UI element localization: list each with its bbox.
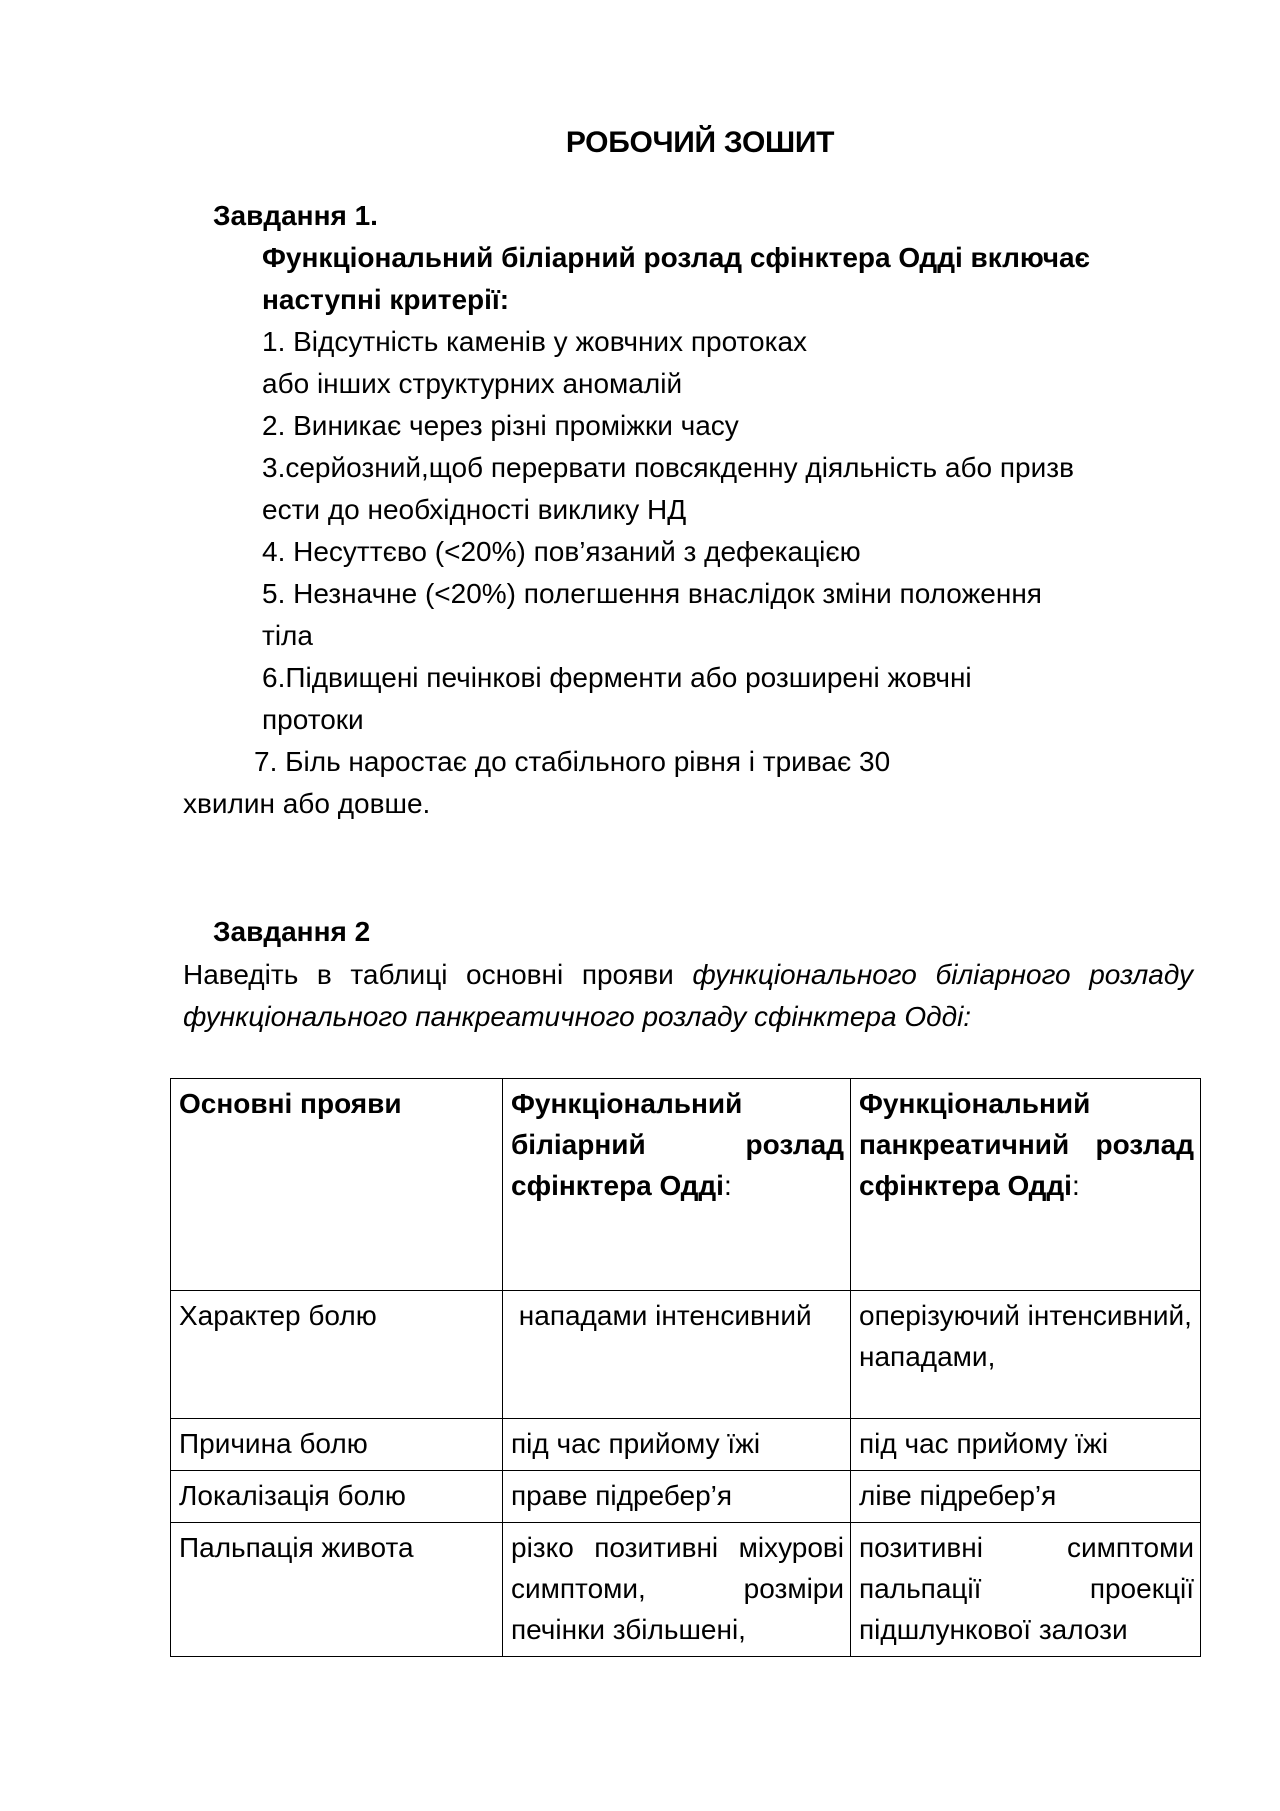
table-cell: різко позитивні міхурові симптоми, розміри печінки збільшені,: [503, 1523, 851, 1657]
comparison-table: [170, 1078, 1201, 1657]
table-cell: позитивні симптоми пальпації проекції підшлункової залози: [851, 1523, 1201, 1657]
task1-heading: Завдання 1.: [213, 200, 378, 231]
task1-subheading-line2: наступні критерії:: [262, 284, 510, 315]
table-row: [171, 1291, 1201, 1419]
table-cell: ліве підребер’я: [851, 1471, 1201, 1523]
page-title: РОБОЧИЙ ЗОШИТ: [565, 126, 835, 159]
table-cell: під час прийому їжі: [851, 1419, 1201, 1471]
task2-intro-italic: функціонального біліарного розладу функціонального панкреатичного розладу сфінктера Одді:: [183, 959, 1193, 1032]
criteria-line: тіла: [262, 620, 313, 651]
table-row: [171, 1523, 1201, 1657]
table-header-row: [171, 1079, 1201, 1291]
task2-intro-plain: Наведіть в таблиці основні прояви: [183, 959, 693, 990]
table-row: [171, 1471, 1201, 1523]
table-cell: Пальпація живота: [171, 1523, 503, 1657]
criteria-line: 6.Підвищені печінкові ферменти або розширені жовчні: [262, 662, 972, 693]
task2-intro: [183, 954, 1193, 1038]
task1-subheading-line1: Функціональний біліарний розлад сфінктера Одді включає: [262, 242, 1091, 273]
table-cell: Локалізація болю: [171, 1471, 503, 1523]
criteria-line: або інших структурних аномалій: [262, 368, 683, 399]
criteria-line: 1. Відсутність каменів у жовчних протоках: [262, 326, 808, 357]
table-cell: нападами інтенсивний: [503, 1291, 851, 1419]
table-cell: праве підребер’я: [503, 1471, 851, 1523]
table-row: [171, 1419, 1201, 1471]
criteria-line: 5. Незначне (<20%) полегшення внаслідок зміни положення: [262, 578, 1042, 609]
task2-heading: Завдання 2: [213, 916, 371, 947]
table-cell: оперізуючий інтенсивний, нападами,: [851, 1291, 1201, 1419]
table-cell: Причина болю: [171, 1419, 503, 1471]
table-cell: під час прийому їжі: [503, 1419, 851, 1471]
table-header-cell: Функціональний біліарний розлад сфінктера Одді:: [503, 1079, 851, 1291]
criteria-line: хвилин або довше.: [183, 788, 431, 819]
criteria-line: протоки: [262, 704, 364, 735]
table-header-cell: Основні прояви: [171, 1079, 503, 1291]
table-header-cell: Функціональний панкреатичний розлад сфінктера Одді:: [851, 1079, 1201, 1291]
table-cell: Характер болю: [171, 1291, 503, 1419]
criteria-line: ести до необхідності виклику НД: [262, 494, 687, 525]
criteria-line: 7. Біль наростає до стабільного рівня і триває 30: [254, 746, 891, 777]
criteria-line: 4. Несуттєво (<20%) пов’язаний з дефекацією: [262, 536, 861, 567]
criteria-line: 3.серйозний,щоб перервати повсякденну діяльність або призв: [262, 452, 1074, 483]
criteria-line: 2. Виникає через різні проміжки часу: [262, 410, 739, 441]
